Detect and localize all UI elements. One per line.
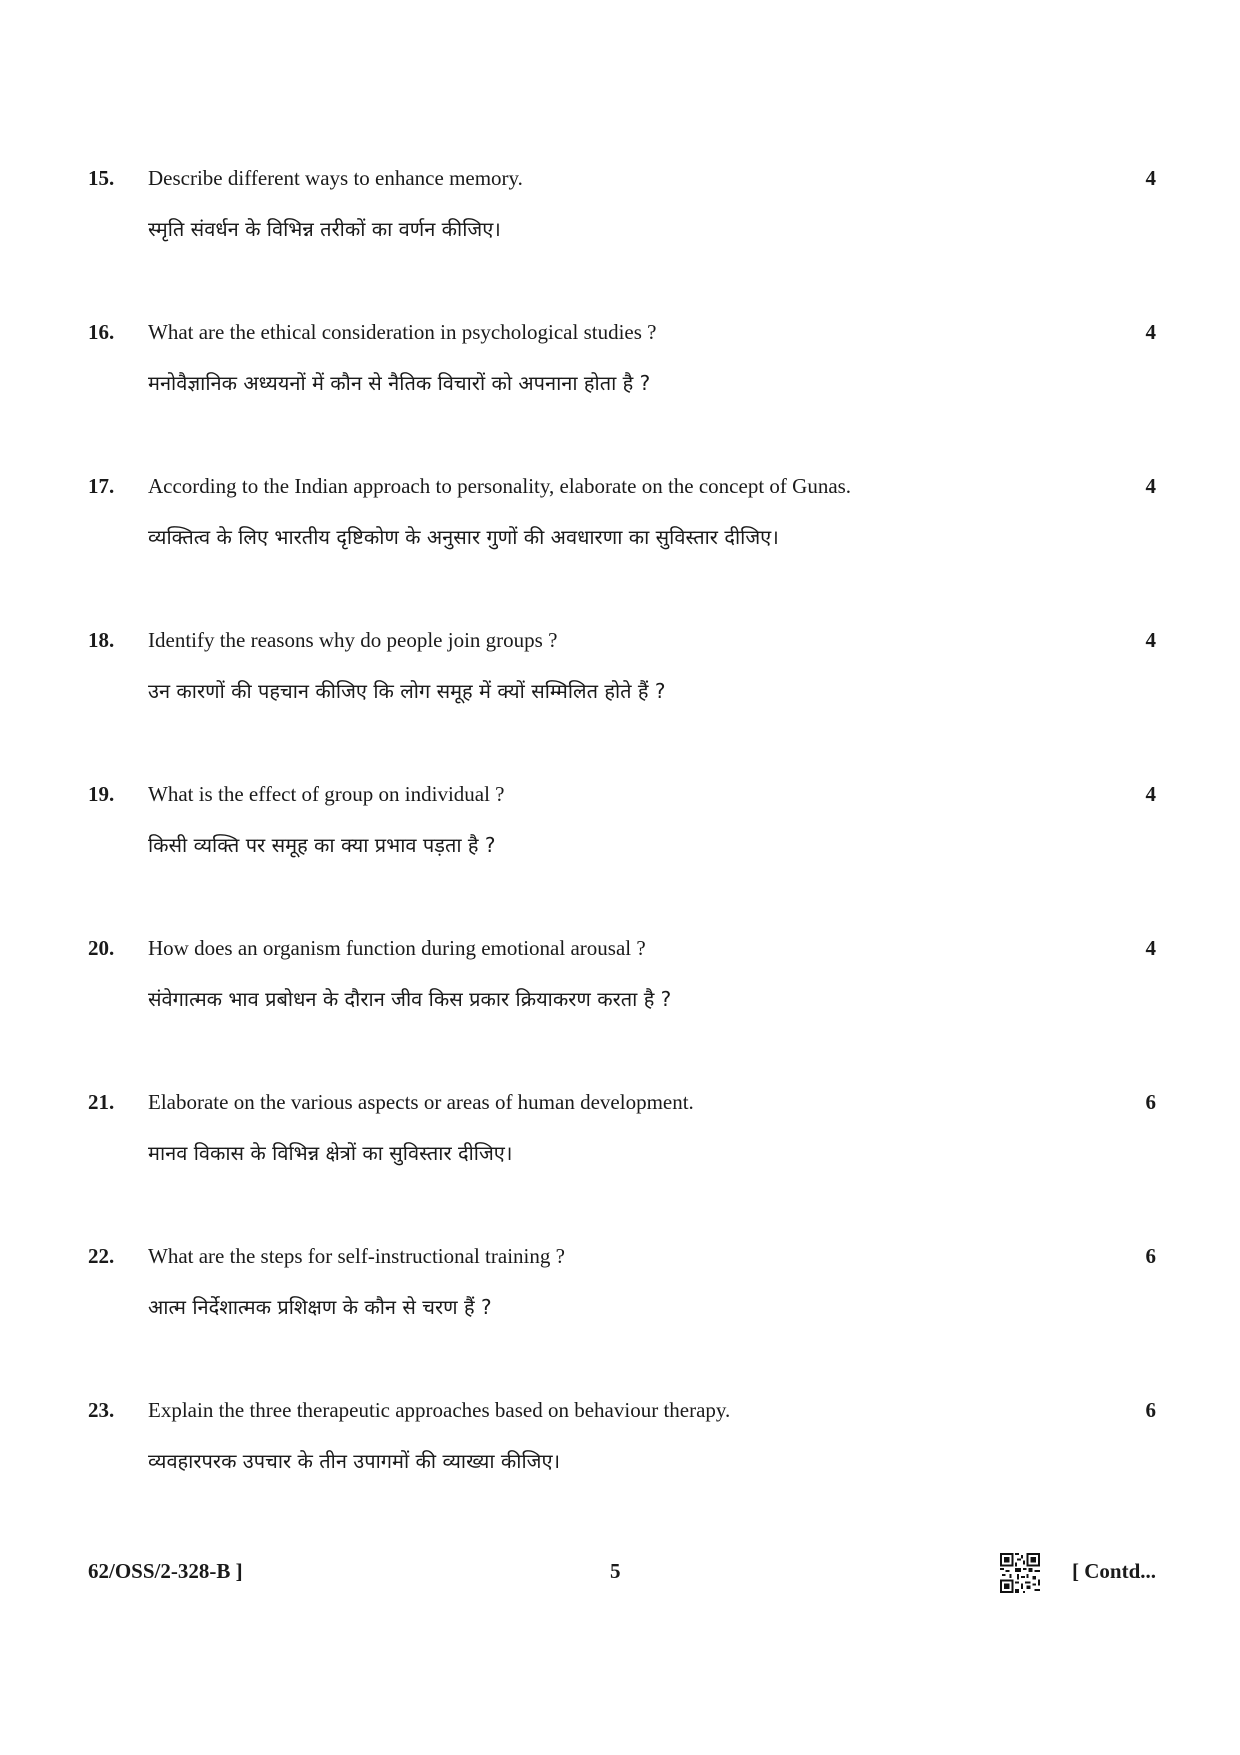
question-number: 18. xyxy=(88,628,115,652)
question-number: 16. xyxy=(88,320,115,344)
question-number: 20. xyxy=(88,936,115,960)
question-text-english: Explain the three therapeutic approaches based on behaviour therapy. xyxy=(148,1398,731,1422)
question-text-english: Describe different ways to enhance memory. xyxy=(148,166,523,190)
question-number: 23. xyxy=(88,1398,115,1422)
question-marks: 6 xyxy=(1145,1090,1156,1114)
question-number: 17. xyxy=(88,474,115,498)
question-20 xyxy=(88,934,1156,1044)
page-number: 5 xyxy=(610,1559,621,1583)
question-marks: 4 xyxy=(1145,166,1156,190)
question-text-english: Identify the reasons why do people join groups ? xyxy=(148,628,558,652)
question-text-hindi: किसी व्यक्ति पर समूह का क्या प्रभाव पड़ता है ? xyxy=(148,833,496,857)
question-17 xyxy=(88,472,1156,582)
paper-code: 62/OSS/2-328-B ] xyxy=(88,1559,243,1583)
question-19 xyxy=(88,780,1156,890)
question-number: 15. xyxy=(88,166,115,190)
continued-label: [ Contd... xyxy=(1071,1559,1156,1583)
question-text-english: According to the Indian approach to personality, elaborate on the concept of Gunas. xyxy=(148,474,852,498)
question-text-hindi: उन कारणों की पहचान कीजिए कि लोग समूह में क्यों सम्मिलित होते हैं ? xyxy=(148,679,666,703)
question-text-english: Elaborate on the various aspects or areas of human development. xyxy=(148,1090,694,1114)
question-marks: 4 xyxy=(1145,782,1156,806)
question-marks: 6 xyxy=(1145,1398,1156,1422)
question-text-hindi: व्यवहारपरक उपचार के तीन उपागमों की व्याख्या कीजिए। xyxy=(148,1449,561,1473)
question-marks: 6 xyxy=(1145,1244,1156,1268)
page-footer xyxy=(88,1553,1156,1593)
question-number: 22. xyxy=(88,1244,115,1268)
question-16 xyxy=(88,318,1156,428)
question-text-english: How does an organism function during emotional arousal ? xyxy=(148,936,646,960)
question-marks: 4 xyxy=(1145,628,1156,652)
question-text-hindi: व्यक्तित्व के लिए भारतीय दृष्टिकोण के अनुसार गुणों की अवधारणा का सुविस्तार दीजिए। xyxy=(148,525,779,549)
question-number: 19. xyxy=(88,782,115,806)
question-text-english: What are the ethical consideration in psychological studies ? xyxy=(148,320,657,344)
qr-code-icon xyxy=(1000,1553,1040,1593)
question-text-english: What is the effect of group on individual ? xyxy=(148,782,505,806)
question-marks: 4 xyxy=(1145,320,1156,344)
question-23 xyxy=(88,1396,1156,1506)
question-22 xyxy=(88,1242,1156,1352)
question-text-hindi: मनोवैज्ञानिक अध्ययनों में कौन से नैतिक विचारों को अपनाना होता है ? xyxy=(148,371,651,395)
question-marks: 4 xyxy=(1145,474,1156,498)
question-text-hindi: आत्म निर्देशात्मक प्रशिक्षण के कौन से चरण हैं ? xyxy=(148,1295,492,1319)
question-number: 21. xyxy=(88,1090,115,1114)
question-text-hindi: स्मृति संवर्धन के विभिन्न तरीकों का वर्णन कीजिए। xyxy=(148,217,501,241)
question-text-hindi: मानव विकास के विभिन्न क्षेत्रों का सुविस्तार दीजिए। xyxy=(148,1141,513,1165)
question-15 xyxy=(88,164,1156,274)
question-marks: 4 xyxy=(1145,936,1156,960)
question-21 xyxy=(88,1088,1156,1198)
question-18 xyxy=(88,626,1156,736)
question-text-english: What are the steps for self-instructional training ? xyxy=(148,1244,565,1268)
question-text-hindi: संवेगात्मक भाव प्रबोधन के दौरान जीव किस प्रकार क्रियाकरण करता है ? xyxy=(148,987,672,1011)
